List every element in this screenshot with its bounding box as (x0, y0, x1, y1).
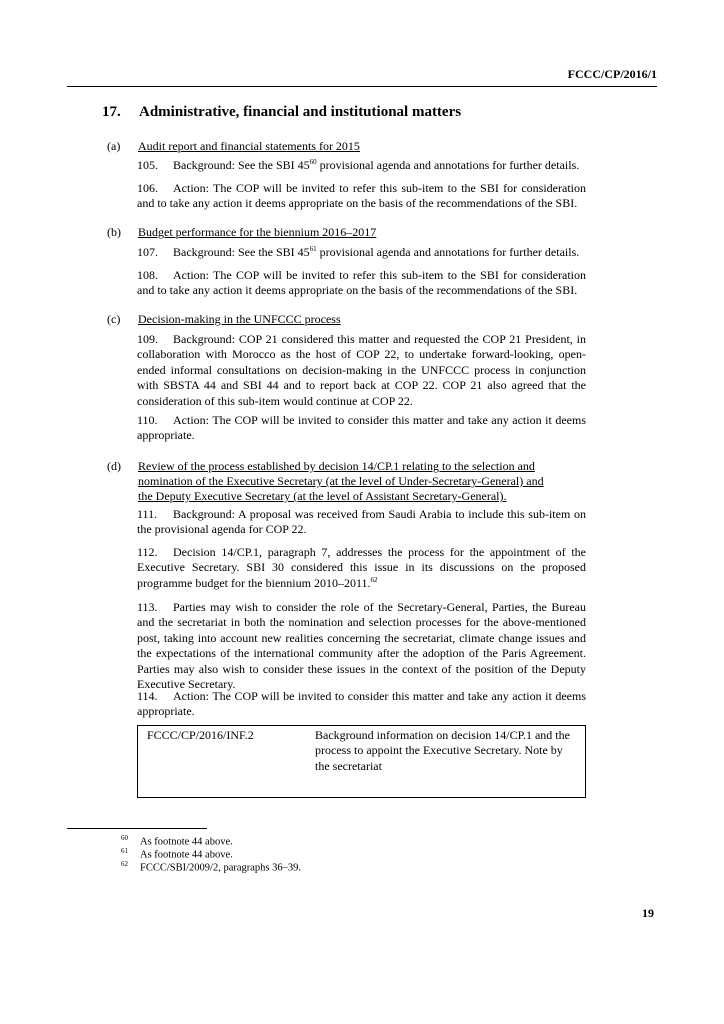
footnote-separator (67, 828, 207, 829)
subitem-letter: (d) (107, 459, 121, 473)
document-symbol-header: FCCC/CP/2016/1 (567, 67, 657, 81)
paragraph-number: 111. (137, 507, 158, 521)
paragraph-number: 113. (137, 600, 158, 614)
subitem-letter: (c) (107, 312, 121, 326)
paragraph-number: 114. (137, 689, 158, 703)
paragraph-number: 105. (137, 158, 158, 172)
footnote-ref: 61 (309, 245, 317, 253)
footnote-ref: 60 (309, 158, 317, 166)
footnote-62: 62 FCCC/SBI/2009/2, paragraphs 36–39. (121, 860, 302, 874)
paragraph-number: 109. (137, 332, 158, 346)
footnote-60: 60 As footnote 44 above. (121, 834, 233, 848)
document-symbol: FCCC/CP/2016/INF.2 (147, 728, 254, 742)
document-description: Background information on decision 14/CP.1 and the process to appoint the Executive Secretary. Note by the secretariat (315, 728, 570, 773)
documents-table (137, 725, 586, 798)
paragraph-number: 108. (137, 268, 158, 282)
paragraph-113: 113. Parties may wish to consider the role of the Secretary-General, Parties, the Bureau and the secretariat in both the nomination and selection processes for the above-mentioned post, taking into account new realities concerning the secretariat, climate change issues and the expectations of the international community after the adoption of the Paris Agreement. Parties may also wish to consider these issues in the context of the position of the Deputy Executive Secretary. (137, 600, 586, 692)
footnote-ref: 62 (370, 575, 378, 584)
paragraph-106: 106. Action: The COP will be invited to refer this sub-item to the SBI for consideration and to take any action it deems appropriate on the basis of the recommendations of the SBI. (137, 181, 586, 211)
subitem-letter: (b) (107, 225, 121, 239)
paragraph-105: 105. Background: See the SBI $45^{60}$ provisional agenda and annotations for further details. (137, 158, 580, 172)
paragraph-number: 107. (137, 245, 158, 259)
paragraph-112: 112. Decision 14/CP.1, paragraph 7, addresses the process for the appointment of the Executive Secretary. SBI 30 considered this issue in its discussions on the proposed programme budget for the biennium 2010–2011.62 (137, 545, 586, 590)
paragraph-number: 106. (137, 181, 158, 195)
footnote-mark: 62 (121, 860, 128, 868)
paragraph-114: 114. Action: The COP will be invited to consider this matter and take any action it deems appropriate. (137, 689, 586, 719)
paragraph-111: 111. Background: A proposal was received from Saudi Arabia to include this sub-item on the provisional agenda for COP 22. (137, 507, 586, 537)
subitem-title: Review of the process established by decision 14/CP.1 relating to the selection and nomination of the Executive Secretary (at the level of Under-Secretary-General) and the Deputy Executive Secretary (at the level of Assistant Secretary-General). (138, 459, 544, 503)
subitem-title: Decision-making in the UNFCCC process (138, 312, 341, 326)
section-title: Administrative, financial and institutional matters (139, 104, 462, 120)
subitem-letter: (a) (107, 139, 121, 153)
footnote-mark: 61 (121, 847, 128, 855)
paragraph-number: 112. (137, 545, 158, 559)
footnote-mark: 60 (121, 834, 128, 842)
section-number: 17. (102, 104, 121, 120)
paragraph-number: 110. (137, 413, 158, 427)
paragraph-110: 110. Action: The COP will be invited to consider this matter and take any action it deems appropriate. (137, 413, 586, 443)
subitem-title: Budget performance for the biennium 2016–2017 (138, 225, 377, 239)
header-rule (67, 86, 657, 87)
paragraph-108: 108. Action: The COP will be invited to refer this sub-item to the SBI for consideration and to take any action it deems appropriate on the basis of the recommendations of the SBI. (137, 268, 586, 298)
paragraph-107: 107. Background: See the SBI $45^{61}$ provisional agenda and annotations for further details. (137, 245, 580, 259)
page-number: 19 (642, 906, 654, 920)
subitem-title: Audit report and financial statements for 2015 (138, 139, 360, 153)
paragraph-109: 109. Background: COP 21 considered this matter and requested the COP 21 President, in collaboration with Morocco as the host of COP 22, to undertake forward-looking, open-ended informal consultations on decision-making in the UNFCCC process in conjunction with SBSTA 44 and SBI 44 and to report back at COP 22. COP 21 also agreed that the consideration of this sub-item would continue at COP 22. (137, 332, 586, 408)
footnote-61: 61 As footnote 44 above. (121, 847, 233, 861)
